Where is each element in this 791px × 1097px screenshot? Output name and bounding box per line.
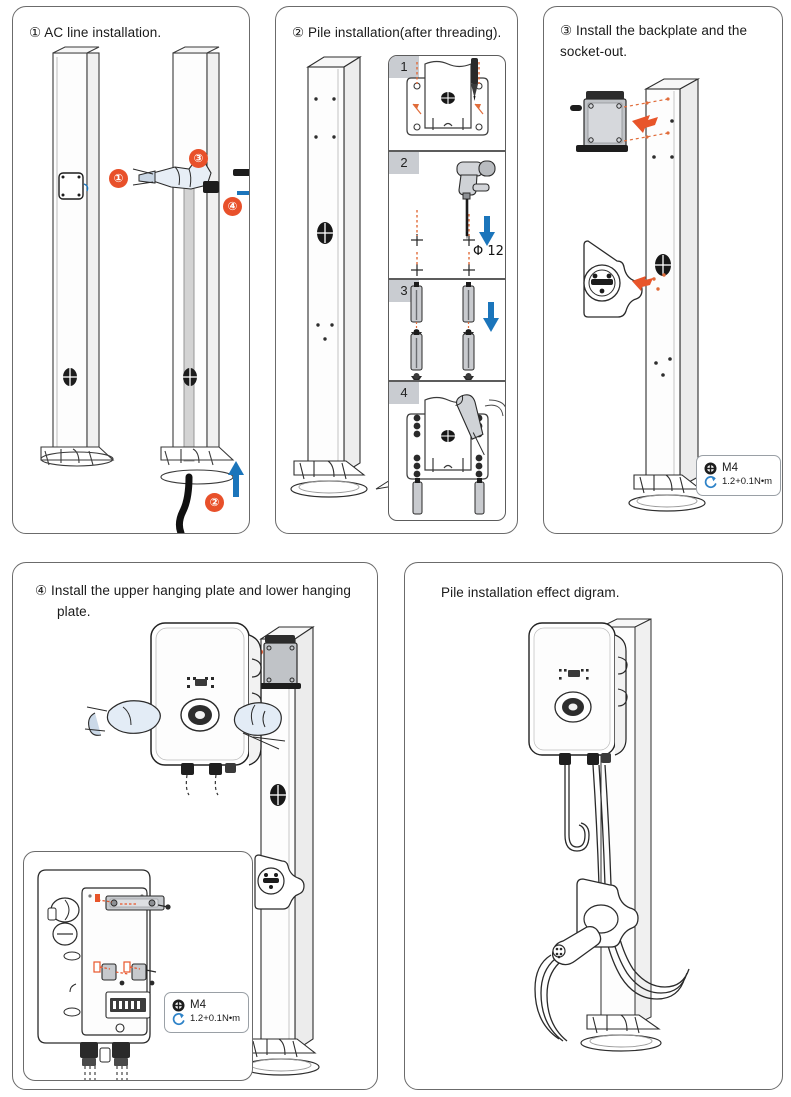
torque-arc-icon <box>172 1012 185 1026</box>
callout-4: ④ <box>223 197 242 216</box>
torque-value-label: 1.2+0.1N•m <box>722 476 773 488</box>
cable-end-bar <box>233 169 250 176</box>
charger-rear-inset <box>23 851 253 1081</box>
torque-value-row <box>704 475 772 489</box>
substep-2 <box>388 151 506 279</box>
substep-2-index: 2 <box>389 152 419 174</box>
panel-3-title <box>560 21 770 63</box>
up-arrow-icon <box>225 459 247 499</box>
panel-5-title: Pile installation effect digram. <box>441 585 620 600</box>
substep-3 <box>388 279 506 381</box>
substep-1 <box>388 55 506 151</box>
callout-1: ① <box>109 169 128 188</box>
panel-1-title: ① AC line installation. <box>29 25 162 40</box>
torque-spec-box <box>164 992 249 1033</box>
down-arrow-icon <box>483 302 499 332</box>
panel-4-title-line1: ④ Install the upper hanging plate and lower hanging <box>35 583 351 598</box>
drill-diameter-label: Φ 12 <box>473 244 504 259</box>
callout-3: ③ <box>189 149 208 168</box>
pile-column-left <box>39 47 119 477</box>
backplate <box>562 77 682 197</box>
finished-assembly <box>501 611 751 1081</box>
panel-pile-installation <box>275 6 518 534</box>
panel-hanging-plates <box>12 562 378 1090</box>
orange-arrow-icon <box>632 115 658 133</box>
panel-3-title-line1: ③ Install the backplate and the <box>560 23 748 38</box>
panel-effect-diagram <box>404 562 783 1090</box>
torque-screw-row <box>172 998 240 1012</box>
torque-value-label: 1.2+0.1N•m <box>190 1013 241 1025</box>
panel-backplate-socket <box>543 6 783 534</box>
torque-value-row <box>172 1012 240 1026</box>
hands-mounting-charger <box>109 615 299 795</box>
torque-spec-box <box>696 455 781 496</box>
screw-head-icon <box>172 999 185 1012</box>
torque-screw-row <box>704 461 772 475</box>
torque-screw-label: M4 <box>722 462 738 474</box>
substep-4 <box>388 381 506 521</box>
pile-column-full <box>294 37 378 507</box>
panel-3-title-line2: socket-out. <box>560 43 628 59</box>
screw-head-icon <box>704 462 717 475</box>
substep-1-index: 1 <box>389 56 419 78</box>
cable-glands <box>80 1042 130 1080</box>
panel-2-title: ② Pile installation(after threading). <box>292 25 502 40</box>
down-arrow-icon <box>479 216 495 246</box>
substep-4-index: 4 <box>389 382 419 404</box>
torque-arc-icon <box>704 475 717 489</box>
substep-3-index: 3 <box>389 280 419 302</box>
panel-4-title-line2: plate. <box>57 603 91 619</box>
callout-2: ② <box>205 493 224 512</box>
panel-ac-line-installation <box>12 6 250 534</box>
socket-out <box>566 235 686 345</box>
torque-screw-label: M4 <box>190 999 206 1011</box>
pile-column-right <box>159 47 250 517</box>
upper-hanging-plate <box>95 894 171 910</box>
glove-left <box>85 701 160 736</box>
right-arrow-icon <box>237 187 250 199</box>
